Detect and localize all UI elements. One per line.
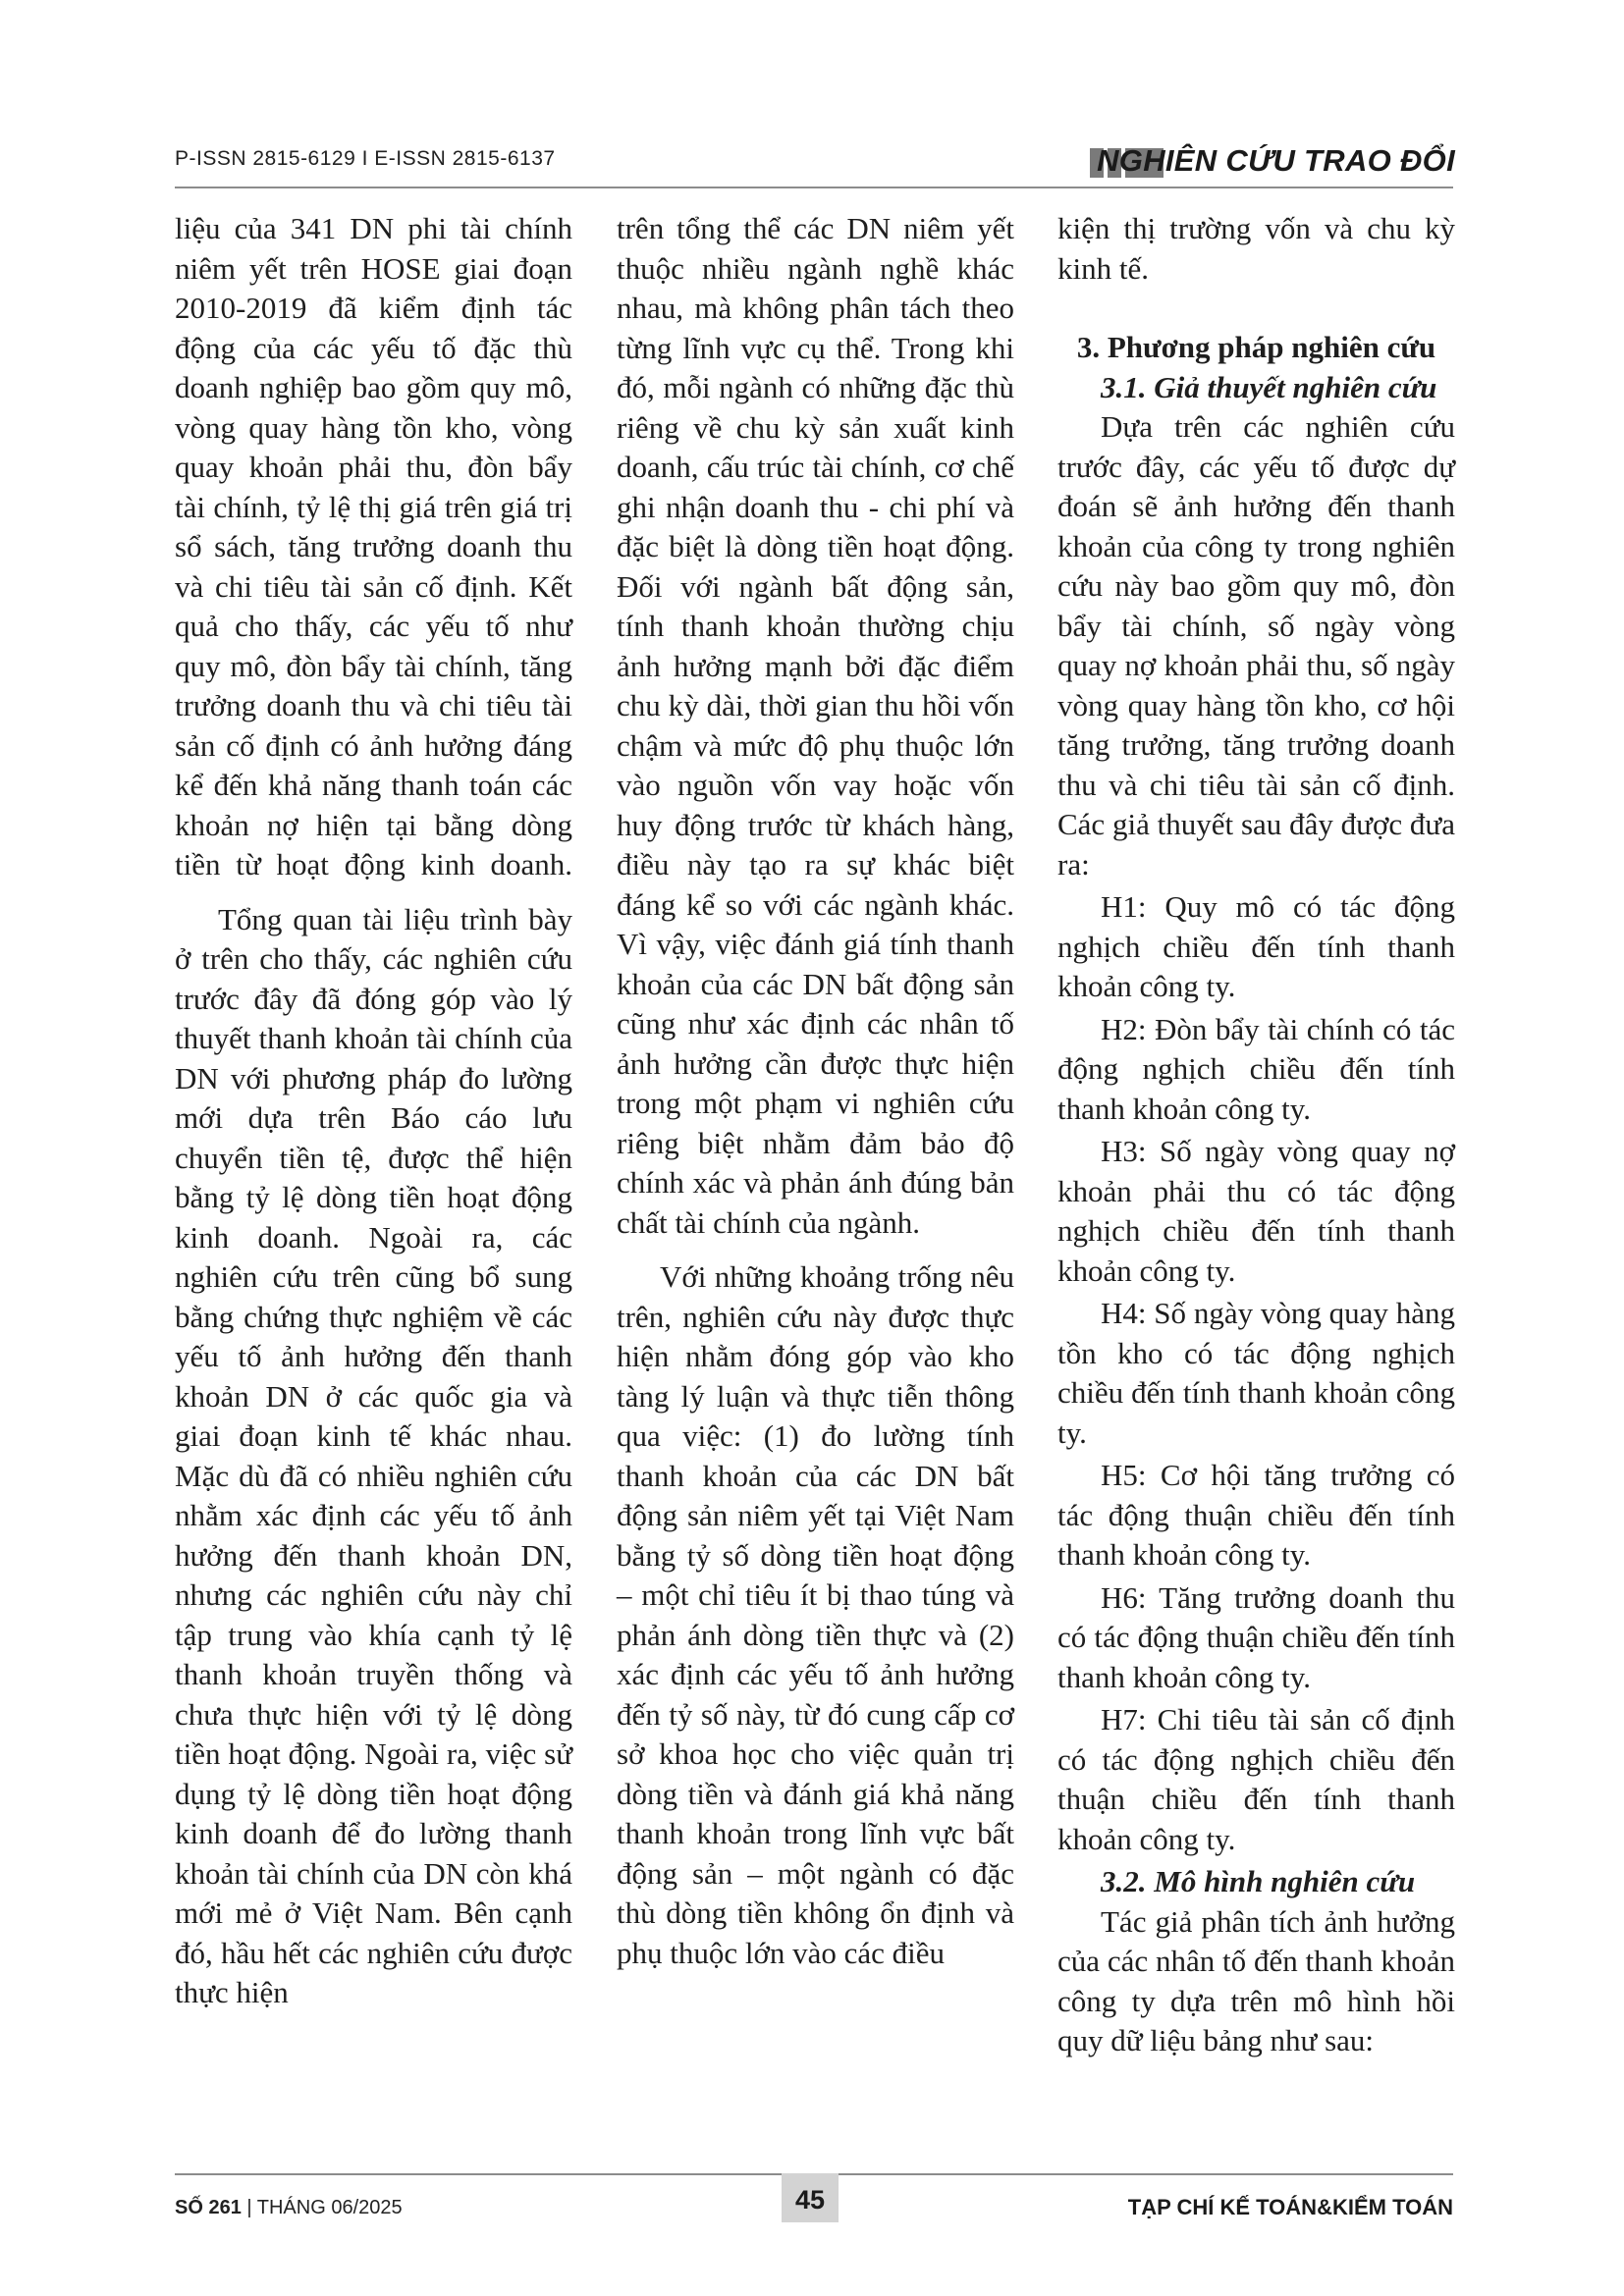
- paragraph: kiện thị trường vốn và chu kỳ kinh tế.: [1057, 211, 1455, 286]
- journal-name: TẠP CHÍ KẾ TOÁN&KIỂM TOÁN: [1127, 2195, 1453, 2219]
- text-column-2: [617, 209, 1014, 1973]
- issue-info: [175, 2197, 403, 2219]
- paragraph: trên tổng thể các DN niêm yết thuộc nhiều ngành nghề khác nhau, mà không phân tách theo từng lĩnh vực cụ thể. Trong khi đó, mỗi ngành có những đặc thù riêng về chu kỳ sản xuất kinh doanh, cấu trúc tài chính, cơ chế ghi nhận doanh thu - chi phí và đặc biệt là dòng tiền hoạt động. Đối với ngành bất động sản, tính thanh khoản thường chịu ảnh hưởng mạnh bởi đặc điểm chu kỳ dài, thời gian thu hồi vốn chậm và mức độ phụ thuộc lớn vào nguồn vốn vay hoặc vốn huy động trước từ khách hàng, điều này tạo ra sự khác biệt đáng kể so với các ngành khác. Vì vậy, việc đánh giá tính thanh khoản của các DN bất động sản cũng như xác định các nhân tố ảnh hưởng cần được thực hiện trong một phạm vi nghiên cứu riêng biệt nhằm đảm bảo độ chính xác và phản ánh đúng bản chất tài chính của ngành.: [617, 211, 1014, 1240]
- header-divider: [175, 187, 1453, 188]
- subsection-heading: 3.2. Mô hình nghiên cứu: [1101, 1864, 1416, 1898]
- hypothesis-h2: H2: Đòn bẩy tài chính có tác động nghịch chiều đến tính thanh khoản công ty.: [1057, 1011, 1455, 1126]
- paragraph: Tác giả phân tích ảnh hưởng của các nhân tố đến thanh khoản công ty dựa trên mô hình hồi quy dữ liệu bảng như sau:: [1057, 1903, 1455, 2057]
- section-heading: 3. Phương pháp nghiên cứu: [1076, 330, 1436, 364]
- paragraph: Với những khoảng trống nêu trên, nghiên cứu này được thực hiện nhằm đóng góp vào kho tàng lý luận và thực tiễn thông qua việc: (1) đo lường tính thanh khoản của các DN bất động sản niêm yết tại Việt Nam bằng tỷ số dòng tiền hoạt động – một chỉ tiêu ít bị thao túng và phản ánh dòng tiền thực và (2) xác định các yếu tố ảnh hưởng đến tỷ số này, từ đó cung cấp cơ sở khoa học cho việc quản trị dòng tiền và đánh giá khả năng thanh khoản trong lĩnh vực bất động sản – một ngành có đặc thù dòng tiền không ổn định và phụ thuộc lớn vào các điều: [617, 1259, 1014, 1970]
- text-column-3: [1057, 209, 1455, 2061]
- issn-line: P-ISSN 2815-6129 I E-ISSN 2815-6137: [175, 147, 556, 170]
- subsection-heading: 3.1. Giả thuyết nghiên cứu: [1101, 369, 1437, 404]
- text-column-1: [175, 209, 572, 2013]
- issue-number: SỐ 261: [175, 2197, 242, 2218]
- hypothesis-h7: H7: Chi tiêu tài sản cố định có tác động nghịch chiều đến thuận chiều đến tính thanh khoản công ty.: [1057, 1702, 1455, 1856]
- hypothesis-h6: H6: Tăng trưởng doanh thu có tác động thuận chiều đến tính thanh khoản công ty.: [1057, 1579, 1455, 1694]
- hypothesis-h5: H5: Cơ hội tăng trưởng có tác động thuận chiều đến tính thanh khoản công ty.: [1057, 1458, 1455, 1572]
- paragraph: Dựa trên các nghiên cứu trước đây, các yếu tố được dự đoán sẽ ảnh hưởng đến thanh khoản của công ty trong nghiên cứu này bao gồm quy mô, đòn bẩy tài chính, số ngày vòng quay nợ khoản phải thu, số ngày vòng quay hàng tồn kho, cơ hội tăng trưởng, tăng trưởng doanh thu và chi tiêu tài sản cố định. Các giả thuyết sau đây được đưa ra:: [1057, 409, 1455, 881]
- issue-month: | THÁNG 06/2025: [241, 2197, 403, 2218]
- hypothesis-h4: H4: Số ngày vòng quay hàng tồn kho có tác động nghịch chiều đến tính thanh khoản công ty.: [1057, 1296, 1455, 1450]
- paragraph: Tổng quan tài liệu trình bày ở trên cho thấy, các nghiên cứu trước đây đã đóng góp vào lý thuyết thanh khoản tài chính của DN với phương pháp đo lường mới dựa trên Báo cáo lưu chuyển tiền tệ, được thể hiện bằng tỷ lệ dòng tiền hoạt động kinh doanh. Ngoài ra, các nghiên cứu trên cũng bổ sung bằng chứng thực nghiệm về các yếu tố ảnh hưởng đến thanh khoản DN ở các quốc gia và giai đoạn kinh tế khác nhau. Mặc dù đã có nhiều nghiên cứu nhằm xác định các yếu tố ảnh hưởng đến thanh khoản DN, nhưng các nghiên cứu này chỉ tập trung vào khía cạnh tỷ lệ thanh khoản truyền thống và chưa thực hiện với tỷ lệ dòng tiền hoạt động. Ngoài ra, việc sử dụng tỷ lệ dòng tiền hoạt động kinh doanh để đo lường thanh khoản tài chính của DN còn khá mới mẻ ở Việt Nam. Bên cạnh đó, hầu hết các nghiên cứu được thực hiện: [175, 901, 572, 2009]
- hypothesis-h1: H1: Quy mô có tác động nghịch chiều đến tính thanh khoản công ty.: [1057, 889, 1455, 1003]
- paragraph: liệu của 341 DN phi tài chính niêm yết trên HOSE giai đoạn 2010-2019 đã kiểm định tác động của các yếu tố đặc thù doanh nghiệp bao gồm quy mô, vòng quay hàng tồn kho, vòng quay khoản phải thu, đòn bẩy tài chính, tỷ lệ thị giá trên giá trị sổ sách, tăng trưởng doanh thu và chi tiêu tài sản cố định. Kết quả cho thấy, các yếu tố như quy mô, đòn bẩy tài chính, tăng trưởng doanh thu và chi tiêu tài sản cố định có ảnh hưởng đáng kể đến khả năng thanh toán các khoản nợ hiện tại bằng dòng tiền từ hoạt động kinh doanh.: [175, 211, 572, 881]
- page-number: 45: [782, 2173, 839, 2222]
- hypothesis-h3: H3: Số ngày vòng quay nợ khoản phải thu có tác động nghịch chiều đến tính thanh khoản công ty.: [1057, 1134, 1455, 1288]
- section-title: NGHIÊN CỨU TRAO ĐỔI: [1097, 143, 1455, 178]
